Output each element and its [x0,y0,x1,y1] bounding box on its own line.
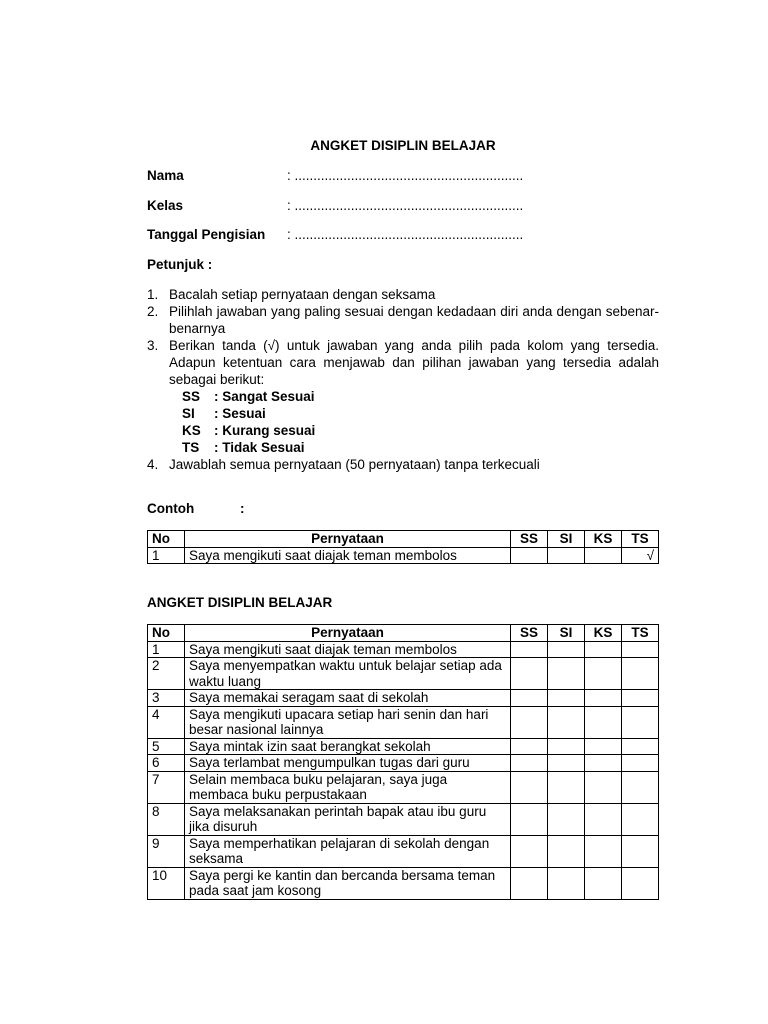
instruction-number: 1. [147,287,159,302]
row-no: 5 [148,738,185,755]
header-no: No [148,531,185,548]
answer-cell-si[interactable] [548,641,585,658]
header-no: No [148,625,185,642]
row-statement: Selain membaca buku pelajaran, saya juga membaca buku perpustakaan [185,771,511,803]
answer-cell-ss[interactable] [511,803,548,835]
field-kelas-value: : ............................................................. [287,198,524,213]
row-statement: Saya pergi ke kantin dan bercanda bersama teman pada saat jam kosong [185,867,511,899]
instruction-item [147,337,659,456]
table-row [148,690,659,707]
field-nama-value: : ............................................................. [287,168,524,183]
header-statement: Pernyataan [185,625,511,642]
answer-cell-si[interactable] [548,835,585,867]
row-statement: Saya terlambat mengumpulkan tugas dari guru [185,755,511,772]
answer-cell-ts[interactable] [622,835,659,867]
table-row [148,738,659,755]
answer-cell-ss[interactable] [511,690,548,707]
answer-cell-ss[interactable] [511,771,548,803]
answer-cell-ks[interactable] [585,835,622,867]
header-statement: Pernyataan [185,531,511,548]
header-ss: SS [511,531,548,548]
legend-abbr: KS [182,423,201,438]
answer-cell-ts[interactable] [622,771,659,803]
answer-cell-si[interactable] [548,738,585,755]
answer-cell-ts[interactable] [622,658,659,690]
answer-cell-ss[interactable] [511,738,548,755]
row-statement: Saya mintak izin saat berangkat sekolah [185,738,511,755]
answer-cell-ks[interactable] [585,706,622,738]
row-no: 1 [148,547,185,564]
instruction-item [147,286,659,303]
instruction-text: Bacalah setiap pernyataan dengan seksama [169,287,436,302]
legend-abbr: SS [182,389,201,404]
answer-cell-ts[interactable] [622,641,659,658]
answer-cell-ks[interactable] [585,803,622,835]
answer-cell-ts[interactable]: √ [622,547,659,564]
row-statement: Saya mengikuti saat diajak teman membolos [185,547,511,564]
instruction-number: 3. [147,338,159,353]
field-kelas-label: Kelas [147,198,184,213]
legend-desc: : Sangat Sesuai [214,389,315,404]
header-ts: TS [622,531,659,548]
legend-desc: : Sesuai [214,406,266,421]
example-row [148,547,659,564]
row-statement: Saya mengikuti upacara setiap hari senin dan hari besar nasional lainnya [185,706,511,738]
contoh-colon: : [240,501,245,516]
row-statement: Saya memperhatikan pelajaran di sekolah dengan seksama [185,835,511,867]
answer-legend [169,388,659,456]
answer-cell-ts[interactable] [622,803,659,835]
header-ks: KS [585,625,622,642]
answer-cell-ss[interactable] [511,755,548,772]
header-ss: SS [511,625,548,642]
table-row [148,755,659,772]
table-row [148,803,659,835]
row-no: 3 [148,690,185,707]
answer-cell-si[interactable] [548,803,585,835]
table-row [148,835,659,867]
legend-si [182,405,659,422]
answer-cell-ts[interactable] [622,755,659,772]
answer-cell-si[interactable] [548,771,585,803]
row-no: 8 [148,803,185,835]
answer-cell-ks[interactable] [585,771,622,803]
row-statement: Saya memakai seragam saat di sekolah [185,690,511,707]
answer-cell-ss[interactable] [511,547,548,564]
answer-cell-ss[interactable] [511,835,548,867]
legend-abbr: TS [182,440,200,455]
table-row [148,658,659,690]
row-no: 4 [148,706,185,738]
contoh-label [147,500,245,517]
legend-abbr: SI [182,406,195,421]
instruction-number: 2. [147,304,159,319]
contoh-text: Contoh [147,501,195,516]
answer-cell-ts[interactable] [622,867,659,899]
petunjuk-heading: Petunjuk : [147,257,213,272]
legend-ss [182,388,659,405]
questionnaire-header-row [148,625,659,642]
field-nama-label: Nama [147,168,184,183]
answer-cell-ts[interactable] [622,738,659,755]
table-row [148,867,659,899]
legend-desc: : Kurang sesuai [214,423,316,438]
answer-cell-ks[interactable] [585,658,622,690]
answer-cell-ss[interactable] [511,641,548,658]
row-no: 9 [148,835,185,867]
instruction-list [147,286,659,473]
answer-cell-si[interactable] [548,755,585,772]
row-statement: Saya menyempatkan waktu untuk belajar setiap ada waktu luang [185,658,511,690]
row-no: 6 [148,755,185,772]
field-tanggal-label: Tanggal Pengisian [147,227,266,242]
instruction-text: Pilihlah jawaban yang paling sesuai dengan kedadaan diri anda dengan sebenar-benarnya [169,304,659,336]
answer-cell-ts[interactable] [622,690,659,707]
row-statement: Saya mengikuti saat diajak teman membolos [185,641,511,658]
header-si: SI [548,625,585,642]
instruction-item [147,303,659,337]
field-tanggal [147,226,659,243]
row-no: 2 [148,658,185,690]
row-statement: Saya melaksanakan perintah bapak atau ibu guru jika disuruh [185,803,511,835]
answer-cell-ks[interactable] [585,867,622,899]
section-title: ANGKET DISIPLIN BELAJAR [147,595,333,610]
answer-cell-ks[interactable] [585,547,622,564]
instruction-number: 4. [147,457,159,472]
page-title: ANGKET DISIPLIN BELAJAR [310,138,496,153]
legend-ts [182,439,659,456]
field-kelas [147,197,659,214]
answer-cell-ks[interactable] [585,641,622,658]
answer-cell-ks[interactable] [585,690,622,707]
row-no: 1 [148,641,185,658]
answer-cell-si[interactable] [548,867,585,899]
instruction-text: Jawablah semua pernyataan (50 pernyataan) tanpa terkecuali [169,457,540,472]
instruction-text: Berikan tanda (√) untuk jawaban yang anda pilih pada kolom yang tersedia. Adapun ketentuan cara menjawab dan pilihan jawaban yang tersedia adalah sebagai berikut: [169,338,659,387]
row-no: 7 [148,771,185,803]
answer-cell-ts[interactable] [622,706,659,738]
example-table [147,530,659,564]
table-row [148,771,659,803]
legend-ks [182,422,659,439]
header-ts: TS [622,625,659,642]
field-tanggal-value: : ............................................................. [287,227,524,242]
instruction-item [147,456,659,473]
questionnaire-table [147,624,659,900]
header-ks: KS [585,531,622,548]
answer-cell-ss[interactable] [511,867,548,899]
answer-cell-ss[interactable] [511,658,548,690]
answer-cell-si[interactable] [548,690,585,707]
table-row [148,706,659,738]
example-header-row [148,531,659,548]
answer-cell-ks[interactable] [585,738,622,755]
answer-cell-ks[interactable] [585,755,622,772]
answer-cell-si[interactable] [548,547,585,564]
legend-desc: : Tidak Sesuai [214,440,305,455]
answer-cell-si[interactable] [548,706,585,738]
answer-cell-ss[interactable] [511,706,548,738]
header-si: SI [548,531,585,548]
table-row [148,641,659,658]
field-nama [147,167,659,184]
row-no: 10 [148,867,185,899]
answer-cell-si[interactable] [548,658,585,690]
